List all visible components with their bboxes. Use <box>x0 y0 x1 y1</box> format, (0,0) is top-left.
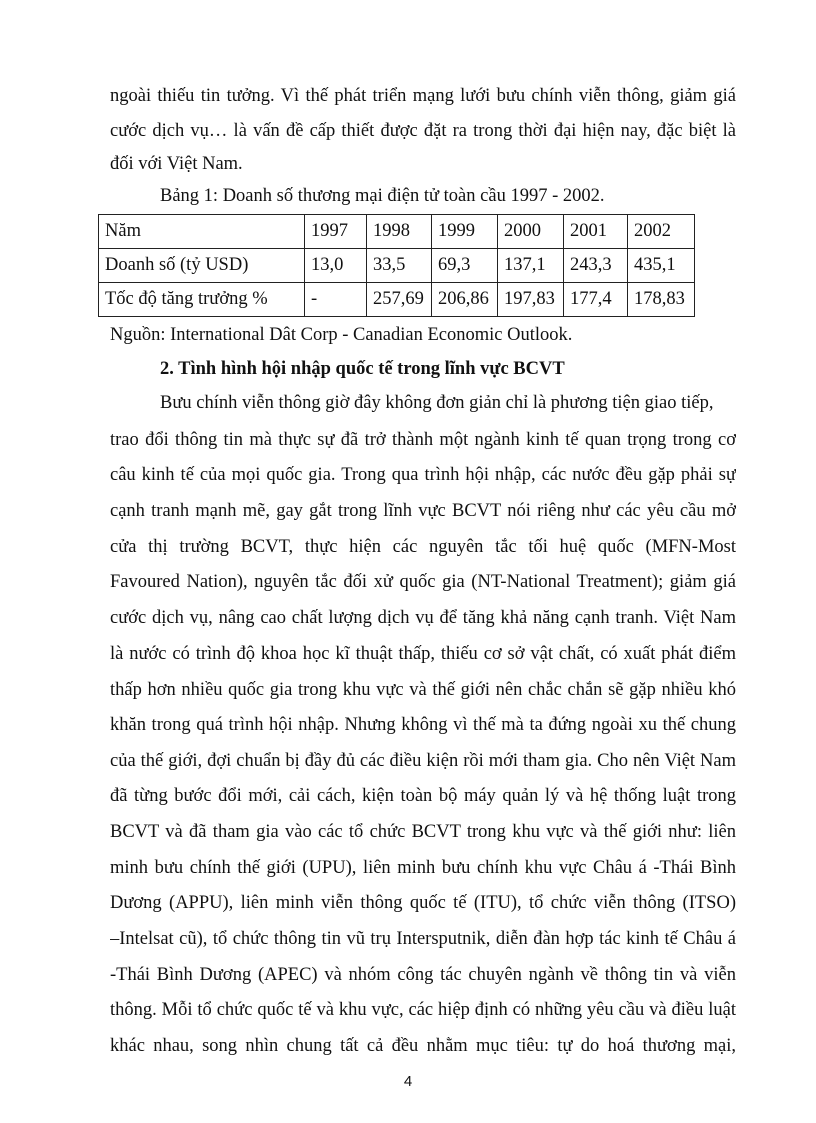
table-cell: 177,4 <box>564 283 628 317</box>
table-cell: Doanh số (tỷ USD) <box>99 249 305 283</box>
table-cell: 178,83 <box>628 283 695 317</box>
intro-line-2: cước dịch vụ… là vấn đề cấp thiết được đặt ra trong thời đại hiện nay, đặc biệt là <box>110 121 736 141</box>
body-line-8: là nước có trình độ khoa học kĩ thuật thấp, thiếu cơ sở vật chất, có xuất phát điểm <box>110 644 736 664</box>
body-line-18: thông. Mỗi tổ chức quốc tế và khu vực, các hiệp định có những yêu cầu và điều luật <box>110 1000 736 1020</box>
intro-line-1: ngoài thiếu tin tưởng. Vì thế phát triển mạng lưới bưu chính viễn thông, giảm giá <box>110 86 736 106</box>
table-header-cell: 2002 <box>628 215 695 249</box>
table-header-cell: 1997 <box>305 215 367 249</box>
table-cell: 33,5 <box>367 249 432 283</box>
table-header-cell: 2001 <box>564 215 628 249</box>
body-line-15: Dương (APPU), liên minh viễn thông quốc tế (ITU), tổ chức viễn thông (ITSO) <box>110 893 736 913</box>
table-header-row <box>99 215 695 249</box>
body-line-1: Bưu chính viễn thông giờ đây không đơn giản chỉ là phương tiện giao tiếp, <box>160 393 714 413</box>
body-line-3: câu kinh tế của mọi quốc gia. Trong qua trình hội nhập, các nước đều gặp phải sự <box>110 465 736 485</box>
table-cell: 243,3 <box>564 249 628 283</box>
body-line-2: trao đổi thông tin mà thực sự đã trở thành một ngành kinh tế quan trọng trong cơ <box>110 430 736 450</box>
body-line-16: –Intelsat cũ), tổ chức thông tin vũ trụ Intersputnik, diễn đàn hợp tác kinh tế Châu á <box>110 929 736 949</box>
section-heading: 2. Tình hình hội nhập quốc tế trong lĩnh vực BCVT <box>160 359 565 379</box>
table-header-cell: Năm <box>99 215 305 249</box>
table-cell: 197,83 <box>498 283 564 317</box>
table-caption: Bảng 1: Doanh số thương mại điện tử toàn cầu 1997 - 2002. <box>160 186 605 206</box>
table-cell: 137,1 <box>498 249 564 283</box>
table-cell: 257,69 <box>367 283 432 317</box>
table-cell: Tốc độ tăng trưởng % <box>99 283 305 317</box>
body-line-12: đã từng bước đổi mới, cải cách, kiện toàn bộ máy quản lý và hệ thống luật trong <box>110 786 736 806</box>
body-line-9: thấp hơn nhiều quốc gia trong khu vực và thế giới nên chắc chắn sẽ gặp nhiều khó <box>110 680 736 700</box>
table-cell: - <box>305 283 367 317</box>
table-header-cell: 1998 <box>367 215 432 249</box>
table-source: Nguồn: International Dât Corp - Canadian Economic Outlook. <box>110 325 573 345</box>
body-line-6: Favoured Nation), nguyên tắc đối xử quốc gia (NT-National Treatment); giảm giá <box>110 572 736 592</box>
table-cell: 206,86 <box>432 283 498 317</box>
page-number: 4 <box>403 1073 413 1090</box>
body-line-17: -Thái Bình Dương (APEC) và nhóm công tác chuyên ngành về thông tin và viễn <box>110 965 736 985</box>
body-line-7: cước dịch vụ, nâng cao chất lượng dịch vụ để tăng khả năng cạnh tranh. Việt Nam <box>110 608 736 628</box>
body-line-5: cửa thị trường BCVT, thực hiện các nguyên tắc tối huệ quốc (MFN-Most <box>110 537 736 557</box>
body-line-4: cạnh tranh mạnh mẽ, gay gắt trong lĩnh vực BCVT nói riêng như các yêu cầu mở <box>110 501 736 521</box>
table-row <box>99 283 695 317</box>
table-header-cell: 2000 <box>498 215 564 249</box>
intro-line-3: đối với Việt Nam. <box>110 154 243 174</box>
body-line-19: khác nhau, song nhìn chung tất cả đều nhằm mục tiêu: tự do hoá thương mại, <box>110 1036 736 1056</box>
body-line-14: minh bưu chính thế giới (UPU), liên minh bưu chính khu vực Châu á -Thái Bình <box>110 858 736 878</box>
table-row <box>99 249 695 283</box>
sales-table <box>98 214 695 317</box>
table-cell: 435,1 <box>628 249 695 283</box>
table-cell: 69,3 <box>432 249 498 283</box>
table-header-cell: 1999 <box>432 215 498 249</box>
body-line-13: BCVT và đã tham gia vào các tổ chức BCVT trong khu vực và thế giới như: liên <box>110 822 736 842</box>
body-line-10: khăn trong quá trình hội nhập. Nhưng không vì thế mà ta đứng ngoài xu thế chung <box>110 715 736 735</box>
body-line-11: của thế giới, đợi chuẩn bị đầy đủ các điều kiện rồi mới tham gia. Cho nên Việt Nam <box>110 751 736 771</box>
table-cell: 13,0 <box>305 249 367 283</box>
